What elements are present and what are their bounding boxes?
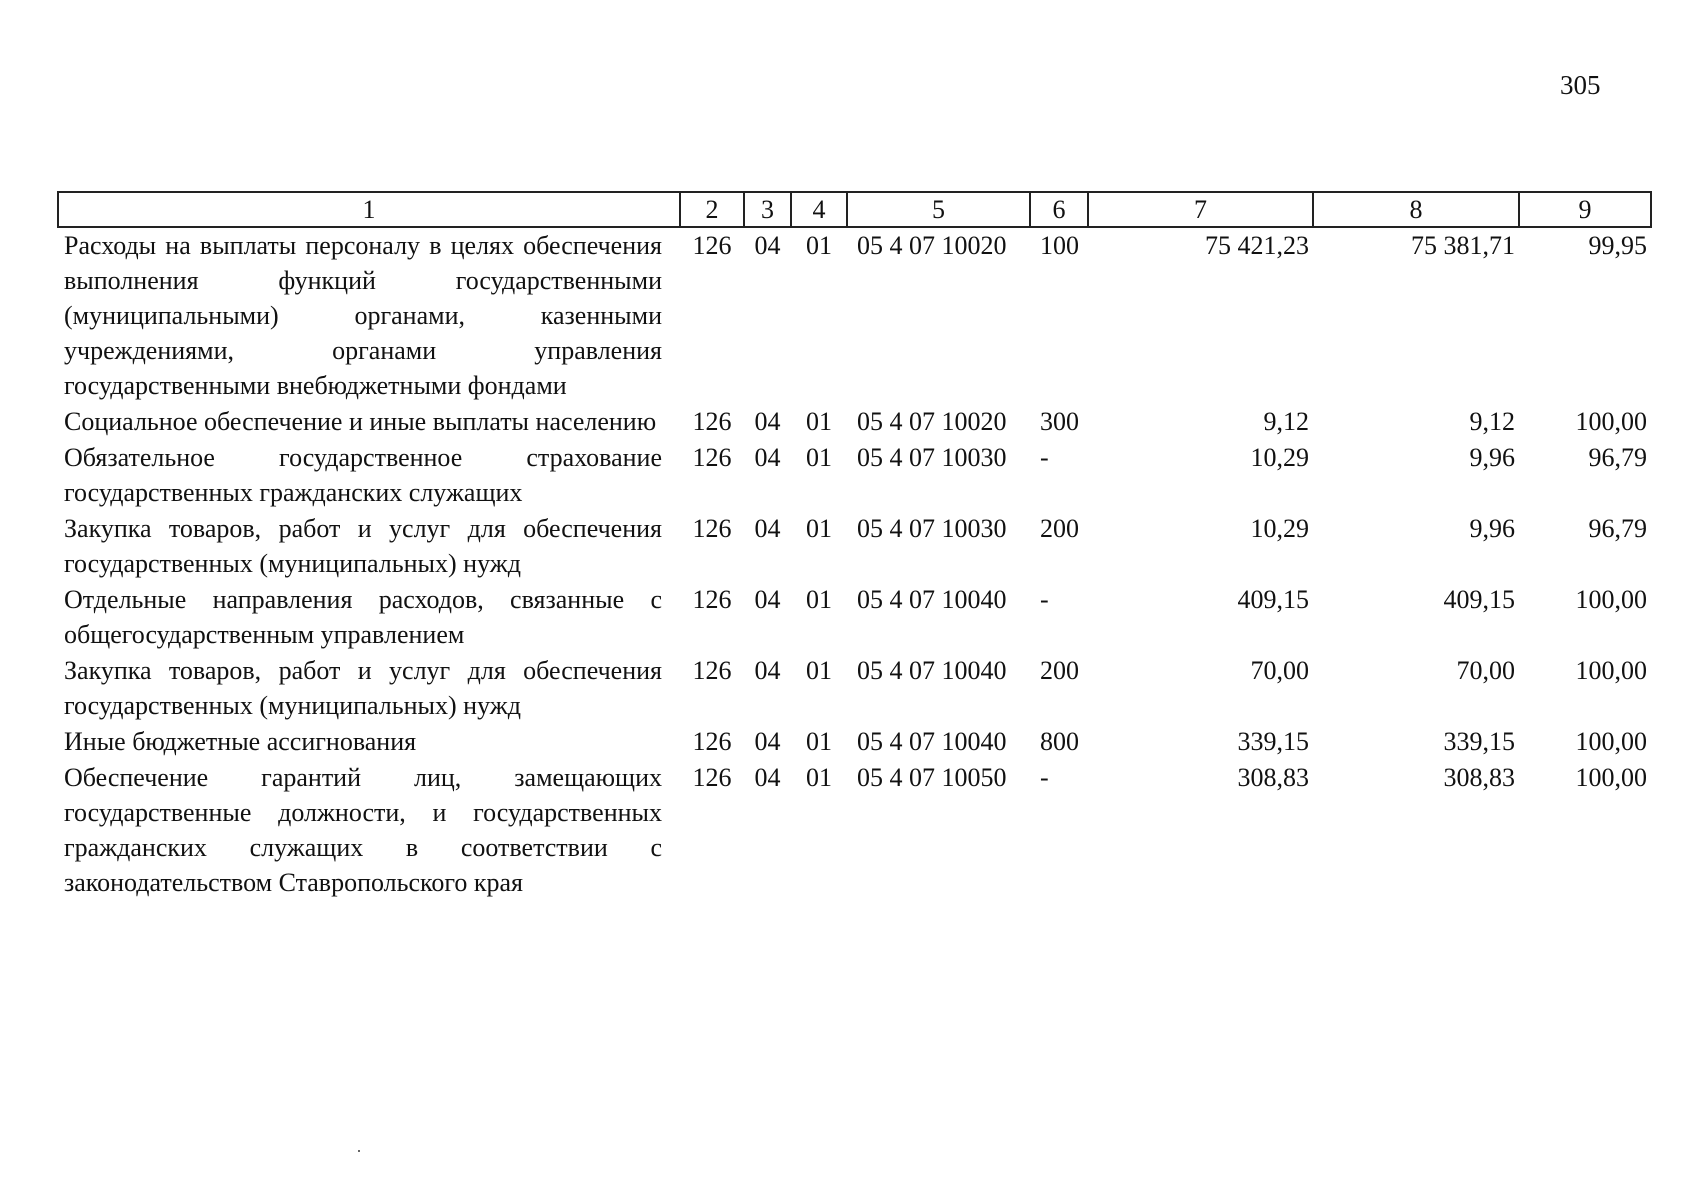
expense-type-code: - <box>1040 443 1049 472</box>
executed-amount: 75 381,71 <box>1411 231 1515 260</box>
executed-amount: 308,83 <box>1443 763 1515 792</box>
ministry-code: 126 <box>692 514 732 543</box>
target-article-code: 05 4 07 10040 <box>857 656 1007 685</box>
header-col-3: 3 <box>744 192 791 227</box>
execution-percent: 100,00 <box>1575 763 1647 792</box>
ministry-code: 126 <box>692 231 732 260</box>
planned-amount: 10,29 <box>1250 443 1309 472</box>
target-article-code: 05 4 07 10020 <box>857 407 1007 436</box>
table-row <box>58 227 1651 404</box>
executed-amount: 9,12 <box>1469 407 1515 436</box>
expense-type-code: 200 <box>1040 514 1079 543</box>
header-col-9: 9 <box>1519 192 1651 227</box>
executed-amount: 9,96 <box>1469 443 1515 472</box>
planned-amount: 9,12 <box>1263 407 1309 436</box>
section-code: 04 <box>754 656 781 685</box>
section-code: 04 <box>754 443 781 472</box>
execution-percent: 96,79 <box>1588 514 1647 543</box>
table-row <box>58 582 1651 653</box>
subsection-code: 01 <box>806 407 832 436</box>
execution-percent: 100,00 <box>1575 727 1647 756</box>
table-row <box>58 760 1651 901</box>
expense-type-code: 800 <box>1040 727 1079 756</box>
execution-percent: 99,95 <box>1588 231 1647 260</box>
target-article-code: 05 4 07 10020 <box>857 231 1007 260</box>
subsection-code: 01 <box>806 585 832 614</box>
table-header <box>58 192 1651 227</box>
execution-percent: 100,00 <box>1575 656 1647 685</box>
subsection-code: 01 <box>806 727 832 756</box>
planned-amount: 308,83 <box>1237 763 1309 792</box>
expense-name: Социальное обеспечение и иные выплаты населению <box>64 407 657 436</box>
target-article-code: 05 4 07 10050 <box>857 763 1007 792</box>
expense-name: Обеспечение гарантий лиц, замещающих государственные должности, и государственных гражданских служащих в соответствии с законодательством Ставропольского края <box>64 763 662 897</box>
page-number: 305 <box>1560 70 1601 100</box>
header-col-1: 1 <box>58 192 680 227</box>
target-article-code: 05 4 07 10040 <box>857 585 1007 614</box>
expense-name: Иные бюджетные ассигнования <box>64 727 417 756</box>
subsection-code: 01 <box>806 514 832 543</box>
expense-type-code: 300 <box>1040 407 1079 436</box>
subsection-code: 01 <box>806 443 832 472</box>
expense-type-code: 100 <box>1040 231 1079 260</box>
executed-amount: 409,15 <box>1443 585 1515 614</box>
planned-amount: 339,15 <box>1237 727 1309 756</box>
header-col-8: 8 <box>1313 192 1519 227</box>
header-col-2: 2 <box>680 192 744 227</box>
section-code: 04 <box>754 514 781 543</box>
planned-amount: 75 421,23 <box>1205 231 1309 260</box>
subsection-code: 01 <box>806 231 832 260</box>
ministry-code: 126 <box>692 656 732 685</box>
execution-percent: 100,00 <box>1575 585 1647 614</box>
target-article-code: 05 4 07 10030 <box>857 514 1007 543</box>
section-code: 04 <box>754 407 781 436</box>
table-row <box>58 440 1651 511</box>
expense-name: Отдельные направления расходов, связанные с общегосударственным управлением <box>64 585 662 649</box>
section-code: 04 <box>754 231 781 260</box>
table-row <box>58 724 1651 760</box>
section-code: 04 <box>754 727 781 756</box>
expense-name: Расходы на выплаты персоналу в целях обеспечения выполнения функций государственными (муниципальными) органами, казенными учреждениями, органами управления государственными внебюджетными фондами <box>64 231 662 400</box>
execution-percent: 96,79 <box>1588 443 1647 472</box>
ministry-code: 126 <box>692 443 732 472</box>
executed-amount: 70,00 <box>1456 656 1515 685</box>
table-row <box>58 653 1651 724</box>
planned-amount: 10,29 <box>1250 514 1309 543</box>
planned-amount: 70,00 <box>1250 656 1309 685</box>
target-article-code: 05 4 07 10030 <box>857 443 1007 472</box>
header-col-7: 7 <box>1088 192 1313 227</box>
ministry-code: 126 <box>692 763 732 792</box>
expense-type-code: - <box>1040 763 1049 792</box>
target-article-code: 05 4 07 10040 <box>857 727 1007 756</box>
table-row <box>58 511 1651 582</box>
executed-amount: 9,96 <box>1469 514 1515 543</box>
expense-name: Закупка товаров, работ и услуг для обеспечения государственных (муниципальных) нужд <box>64 514 662 578</box>
expense-type-code: - <box>1040 585 1049 614</box>
header-col-5: 5 <box>847 192 1030 227</box>
header-col-6: 6 <box>1030 192 1088 227</box>
table-row <box>58 404 1651 440</box>
section-code: 04 <box>754 763 781 792</box>
ministry-code: 126 <box>692 727 732 756</box>
expense-name: Обязательное государственное страхование государственных гражданских служащих <box>64 443 662 507</box>
executed-amount: 339,15 <box>1443 727 1515 756</box>
expense-type-code: 200 <box>1040 656 1079 685</box>
ministry-code: 126 <box>692 585 732 614</box>
scan-speck <box>358 1150 360 1152</box>
section-code: 04 <box>754 585 781 614</box>
ministry-code: 126 <box>692 407 732 436</box>
subsection-code: 01 <box>806 656 832 685</box>
planned-amount: 409,15 <box>1237 585 1309 614</box>
header-col-4: 4 <box>791 192 847 227</box>
execution-percent: 100,00 <box>1575 407 1647 436</box>
expense-name: Закупка товаров, работ и услуг для обеспечения государственных (муниципальных) нужд <box>64 656 662 720</box>
subsection-code: 01 <box>806 763 832 792</box>
budget-table <box>57 191 1652 901</box>
